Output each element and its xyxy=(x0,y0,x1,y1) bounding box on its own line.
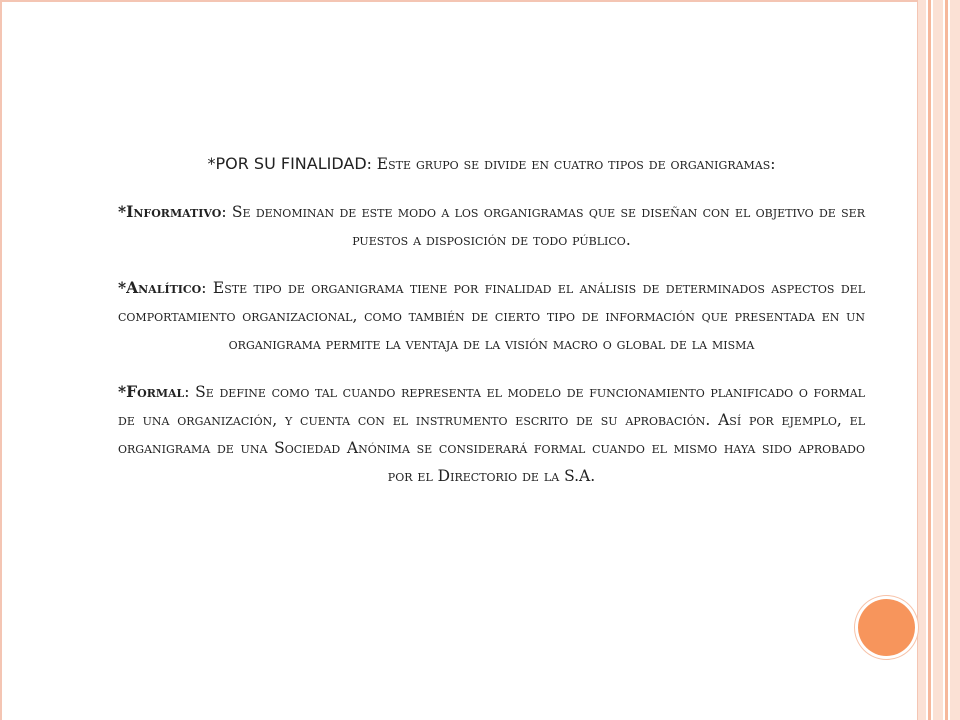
paragraph-label: *Analítico xyxy=(118,278,202,297)
text-body xyxy=(118,150,865,510)
decorative-stripes xyxy=(918,0,960,720)
paragraph-separator: : xyxy=(366,155,377,173)
paragraph-finalidad xyxy=(118,150,865,178)
paragraph-formal xyxy=(118,378,865,490)
stripe-4 xyxy=(945,0,948,720)
decorative-circle xyxy=(858,599,915,656)
paragraph-body: Se denominan de este modo a los organigramas que se diseñan con el objetivo de ser puestos a disposición de todo público. xyxy=(231,203,865,249)
paragraph-separator: : xyxy=(201,279,213,297)
paragraph-informativo xyxy=(118,198,865,254)
paragraph-separator: : xyxy=(221,203,232,221)
paragraph-label: *Informativo xyxy=(118,202,222,221)
paragraph-analitico xyxy=(118,274,865,358)
stripe-2 xyxy=(928,0,931,720)
stripe-3 xyxy=(933,0,943,720)
paragraph-body: Este grupo se divide en cuatro tipos de organigramas: xyxy=(376,155,776,173)
paragraph-label: *POR SU FINALIDAD xyxy=(207,154,367,173)
stripe-5 xyxy=(950,0,960,720)
stripe-1 xyxy=(918,0,926,720)
paragraph-label: *Formal xyxy=(118,382,185,401)
paragraph-body: Este tipo de organigrama tiene por finalidad el análisis de determinados aspectos del comportamiento organizacional, como también de cierto tipo de información que presentada en un organigrama permite la ventaja de la visión macro o global de la misma xyxy=(118,279,866,353)
paragraph-body: Se define como tal cuando representa el modelo de funcionamiento planificado o formal de una organización, y cuenta con el instrumento escrito de su aprobación. Así por ejemplo, el organigrama de una Sociedad Anónima se considerará formal cuando el mismo haya sido aprobado por el Directorio de la S.A. xyxy=(118,383,865,485)
paragraph-separator: : xyxy=(184,383,196,401)
